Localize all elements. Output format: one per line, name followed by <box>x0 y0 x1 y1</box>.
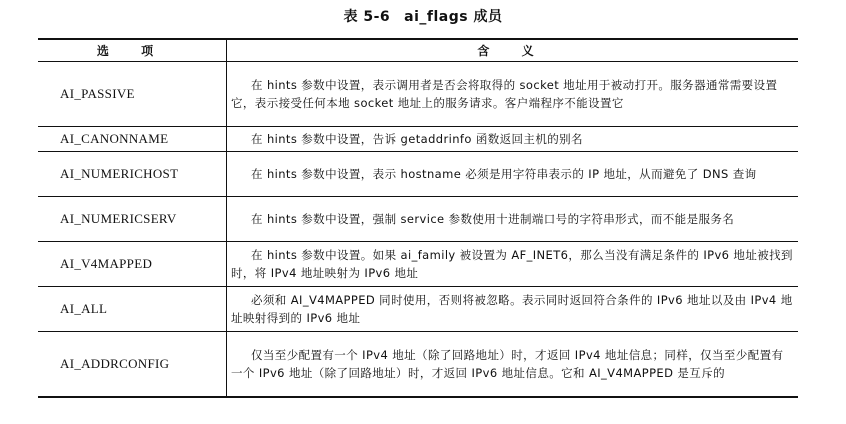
table-row <box>38 62 798 127</box>
option-cell: AI_ALL <box>38 287 227 332</box>
meaning-cell: 必须和 AI_V4MAPPED 同时使用，否则将被忽略。表示同时返回符合条件的 IPv6 地址以及由 IPv4 地址映射得到的 IPv6 地址 <box>227 287 799 332</box>
ai-flags-table <box>38 38 798 398</box>
meaning-cell: 在 hints 参数中设置。如果 ai_family 被设置为 AF_INET6，那么当没有满足条件的 IPv6 地址被找到时，将 IPv4 地址映射为 IPv6 地址 <box>227 242 799 287</box>
meaning-cell: 在 hints 参数中设置，表示 hostname 必须是用字符串表示的 IP 地址，从而避免了 DNS 查询 <box>227 152 799 197</box>
meaning-cell: 在 hints 参数中设置，强制 service 参数使用十进制端口号的字符串形式，而不能是服务名 <box>227 197 799 242</box>
option-cell: AI_NUMERICHOST <box>38 152 227 197</box>
table-row <box>38 242 798 287</box>
option-cell: AI_CANONNAME <box>38 127 227 152</box>
table-row <box>38 197 798 242</box>
table-title: ai_flags 成员 <box>404 9 503 25</box>
table-number: 表 5-6 <box>343 9 391 25</box>
meaning-cell: 在 hints 参数中设置，表示调用者是否会将取得的 socket 地址用于被动打开。服务器通常需要设置它，表示接受任何本地 socket 地址上的服务请求。客户端程序不能设置它 <box>227 62 799 127</box>
table-row <box>38 332 798 398</box>
table-header-row <box>38 39 798 62</box>
meaning-cell: 在 hints 参数中设置，告诉 getaddrinfo 函数返回主机的别名 <box>227 127 799 152</box>
table-caption <box>0 6 846 26</box>
option-cell: AI_PASSIVE <box>38 62 227 127</box>
header-option: 选 项 <box>38 39 227 62</box>
meaning-cell: 仅当至少配置有一个 IPv4 地址（除了回路地址）时，才返回 IPv4 地址信息；同样，仅当至少配置有一个 IPv6 地址（除了回路地址）时，才返回 IPv6 地址信息。它和 AI_V4MAPPED 是互斥的 <box>227 332 799 398</box>
header-meaning: 含 义 <box>227 39 799 62</box>
option-cell: AI_ADDRCONFIG <box>38 332 227 398</box>
option-cell: AI_V4MAPPED <box>38 242 227 287</box>
option-cell: AI_NUMERICSERV <box>38 197 227 242</box>
table-row <box>38 287 798 332</box>
table-row <box>38 152 798 197</box>
table-row <box>38 127 798 152</box>
